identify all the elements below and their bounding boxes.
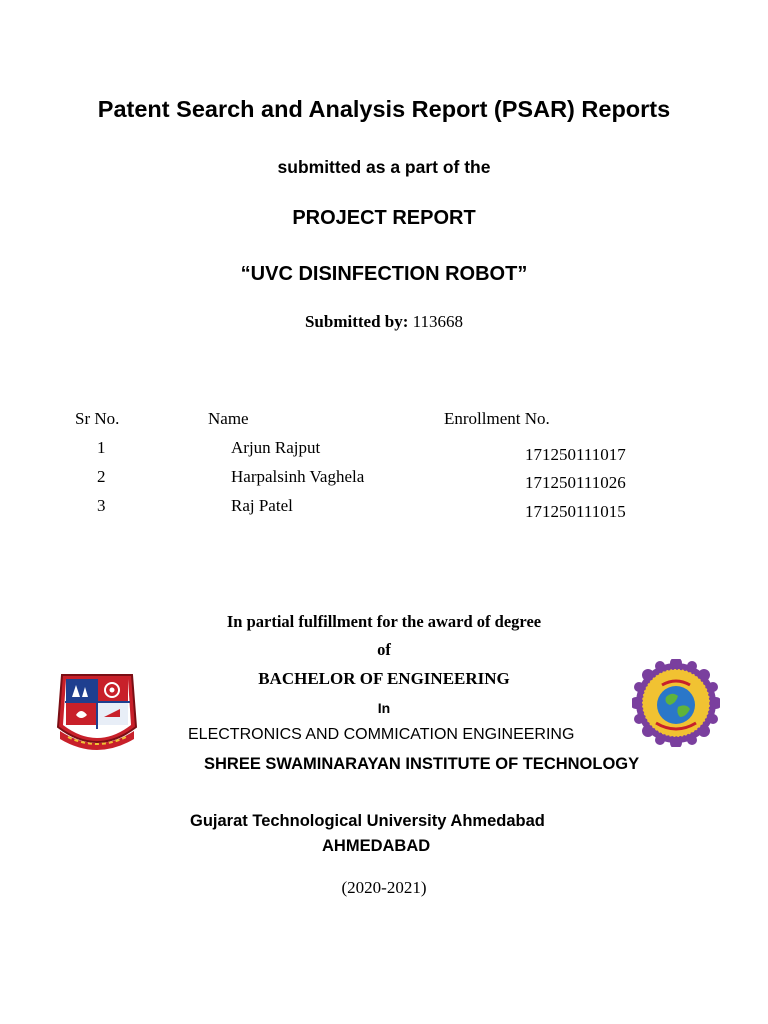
- row-name: Arjun Rajput: [231, 438, 321, 457]
- submitted-by-value: 113668: [408, 312, 464, 331]
- report-title: Patent Search and Analysis Report (PSAR) Reports: [97, 96, 671, 122]
- row-enrollment: 171250111017: [525, 445, 626, 464]
- header-sr-no: Sr No.: [75, 409, 120, 428]
- submitted-by-line: [0, 312, 768, 332]
- submitted-by-label: Submitted by:: [304, 312, 409, 331]
- of-line: of: [377, 640, 391, 659]
- header-name: Name: [208, 409, 249, 428]
- degree-name: BACHELOR OF ENGINEERING: [258, 669, 510, 688]
- city-name: AHMEDABAD: [322, 837, 431, 855]
- row-enrollment: 171250111026: [525, 473, 626, 492]
- academic-year: (2020-2021): [341, 878, 427, 897]
- project-report-label: PROJECT REPORT: [292, 207, 476, 229]
- row-name: Raj Patel: [231, 496, 293, 515]
- gtu-emblem-icon: [54, 671, 140, 757]
- report-subtitle: submitted as a part of the: [277, 157, 491, 177]
- row-enrollment: 171250111015: [525, 502, 626, 521]
- row-sr: 3: [97, 496, 106, 515]
- row-sr: 2: [97, 467, 106, 486]
- header-enrollment: Enrollment No.: [444, 409, 550, 428]
- institute-name: SHREE SWAMINARAYAN INSTITUTE OF TECHNOLOGY: [204, 755, 640, 773]
- in-line: In: [377, 700, 391, 716]
- branch-name: ELECTRONICS AND COMMICATION ENGINEERING: [188, 726, 575, 743]
- project-title: “UVC DISINFECTION ROBOT”: [240, 263, 528, 285]
- ssit-emblem-icon: [632, 659, 720, 747]
- university-name: Gujarat Technological University Ahmedabad: [190, 812, 545, 830]
- row-sr: 1: [97, 438, 106, 457]
- row-name: Harpalsinh Vaghela: [231, 467, 365, 486]
- fulfillment-line: In partial fulfillment for the award of degree: [226, 612, 542, 631]
